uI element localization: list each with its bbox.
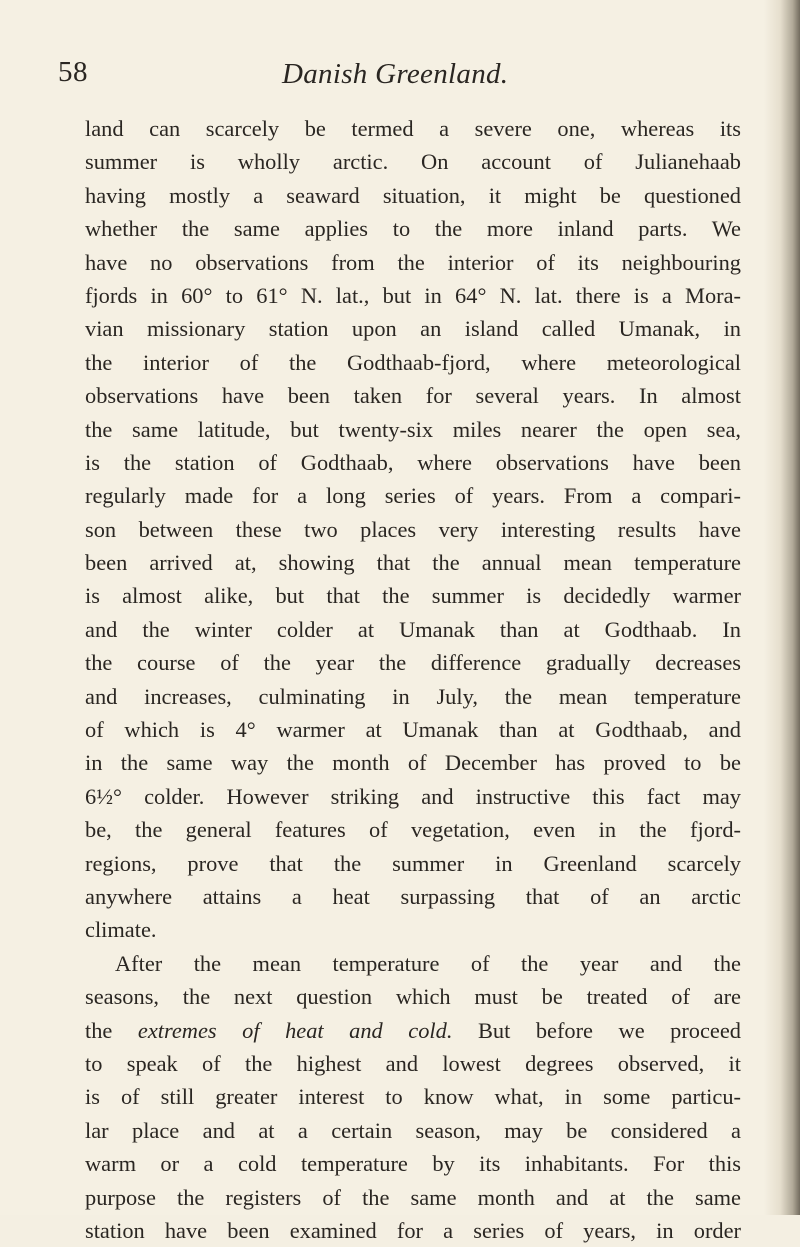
- text-line: purpose the registers of the same month and at the same: [85, 1184, 741, 1210]
- text-line: summer is wholly arctic. On account of Julianehaab: [85, 149, 741, 175]
- text-line: be, the general features of vegetation, even in the fjord-: [85, 817, 741, 843]
- text-line: the same latitude, but twenty-six miles nearer the open sea,: [85, 416, 741, 442]
- text-line: anywhere attains a heat surpassing that of an arctic: [85, 883, 741, 909]
- text-line: in the same way the month of December has proved to be: [85, 750, 741, 776]
- page-number: 58: [58, 56, 88, 88]
- text-line: and increases, culminating in July, the mean temperature: [85, 683, 741, 709]
- text-line: observations have been taken for several years. In almost: [85, 383, 741, 409]
- text-line: warm or a cold temperature by its inhabitants. For this: [85, 1151, 741, 1177]
- page-header: [58, 48, 748, 98]
- text-line: station have been examined for a series of years, in order: [85, 1217, 741, 1243]
- text-line: After the mean temperature of the year and the: [115, 950, 741, 976]
- text-line-with-emphasis: [85, 1014, 741, 1047]
- page-edge-shadow: [764, 0, 800, 1215]
- text-line: seasons, the next question which must be treated of are: [85, 984, 741, 1010]
- text-line: been arrived at, showing that the annual mean temperature: [85, 550, 741, 576]
- text-line: 6½° colder. However striking and instructive this fact may: [85, 783, 741, 809]
- paragraph-1: [85, 112, 741, 947]
- text-run: the: [85, 1017, 138, 1043]
- text-line: regularly made for a long series of years. From a compari-: [85, 483, 741, 509]
- text-line: is the station of Godthaab, where observations have been: [85, 449, 741, 475]
- text-line: of which is 4° warmer at Umanak than at Godthaab, and: [85, 717, 741, 743]
- text-line: is almost alike, but that the summer is decidedly warmer: [85, 583, 741, 609]
- text-line: the course of the year the difference gradually decreases: [85, 650, 741, 676]
- running-title: Danish Greenland.: [282, 58, 509, 90]
- text-line: climate.: [85, 917, 157, 943]
- text-run: But before we proceed: [452, 1017, 742, 1043]
- text-line: lar place and at a certain season, may be considered a: [85, 1117, 741, 1143]
- text-line: fjords in 60° to 61° N. lat., but in 64° N. lat. there is a Mora-: [85, 282, 741, 308]
- text-line: to speak of the highest and lowest degrees observed, it: [85, 1050, 741, 1076]
- paragraph-2: [85, 947, 741, 1247]
- text-line: land can scarcely be termed a severe one, whereas its: [85, 116, 741, 141]
- text-line: son between these two places very interesting results have: [85, 516, 741, 542]
- text-line: the interior of the Godthaab-fjord, where meteorological: [85, 349, 741, 375]
- text-line: and the winter colder at Umanak than at Godthaab. In: [85, 616, 741, 642]
- text-line: whether the same applies to the more inland parts. We: [85, 216, 741, 242]
- text-line: vian missionary station upon an island called Umanak, in: [85, 316, 741, 342]
- emphasis-text: extremes of heat and cold.: [137, 1017, 453, 1043]
- text-line: have no observations from the interior of its neighbouring: [85, 249, 741, 275]
- text-line: is of still greater interest to know what, in some particu-: [85, 1084, 741, 1110]
- text-line: regions, prove that the summer in Greenland scarcely: [85, 850, 741, 876]
- body-text: [85, 112, 741, 1247]
- text-line: having mostly a seaward situation, it might be questioned: [85, 182, 741, 208]
